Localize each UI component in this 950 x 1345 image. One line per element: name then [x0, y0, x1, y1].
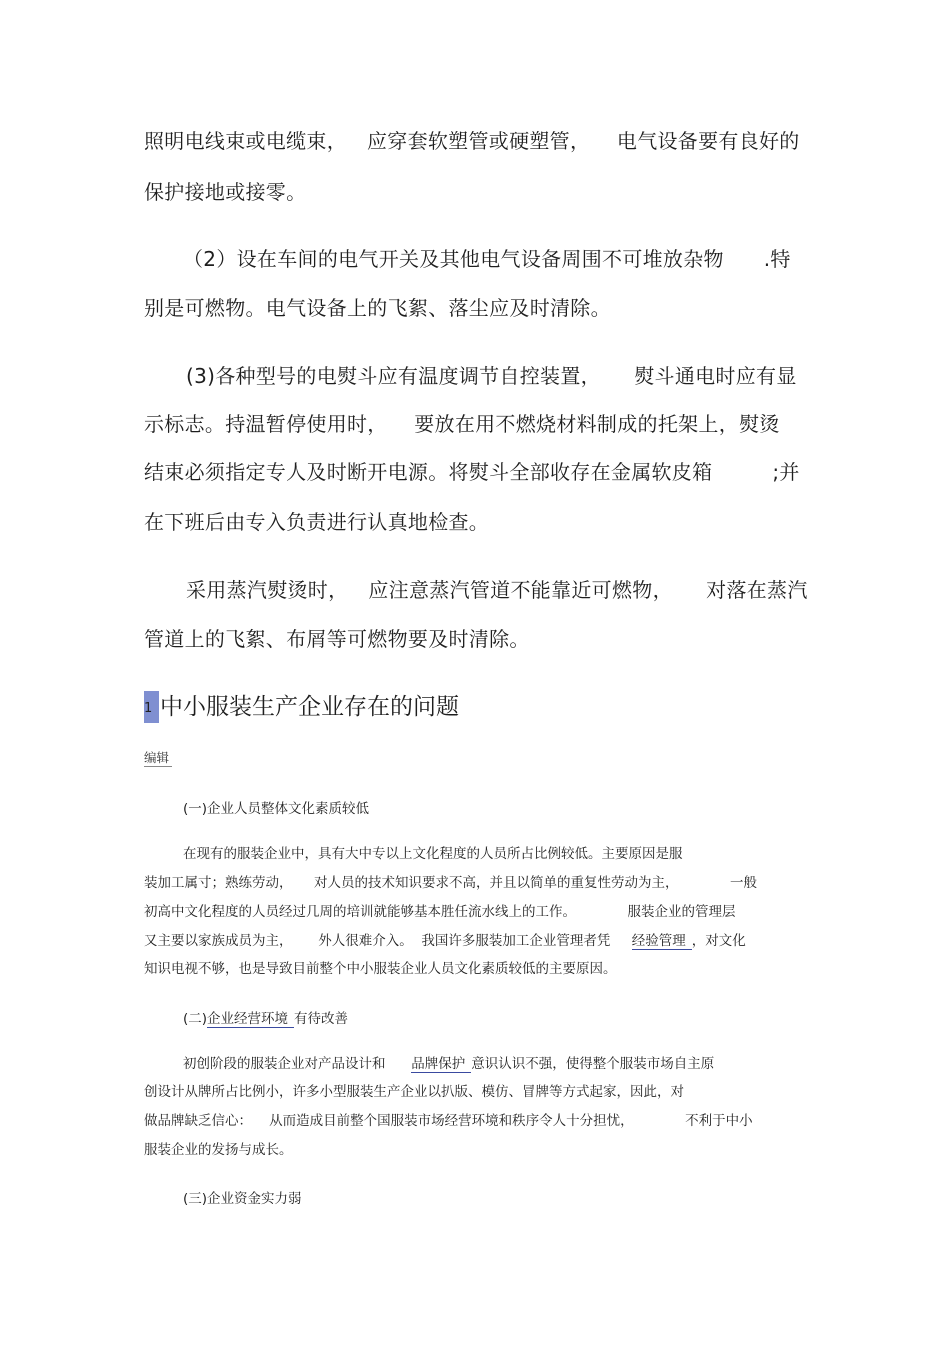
- subsection-1-line-3: 初高中文化程度的人员经过几周的培训就能够基本胜任流水线上的工作。 服装企业的管理层: [144, 904, 736, 920]
- subsection-2-line-3: 做品牌缺乏信心： 从而造成目前整个国服装市场经营环境和秩序令人十分担忧， 不利于中小: [144, 1113, 753, 1129]
- subsection-2-heading-prefix: (二): [183, 1011, 208, 1027]
- subsection-3-heading: (三)企业资金实力弱: [183, 1191, 302, 1207]
- section-number: 1: [144, 691, 159, 723]
- paragraph-3-line-3: 结束必须指定专人及时断开电源。将熨斗全部收存在金属软皮箱 ;并: [144, 460, 800, 484]
- subsection-1-line-4-text-a: 又主要以家族成员为主， 外人很难介入。 我国许多服装加工企业管理者凭: [144, 933, 632, 949]
- subsection-1-line-5: 知识电视不够，也是导致目前整个中小服装企业人员文化素质较低的主要原因。: [144, 961, 617, 977]
- subsection-2-line-1: [183, 1055, 714, 1073]
- subsection-1-line-4: [144, 932, 746, 950]
- subsection-1-line-2: 装加工属寸；熟练劳动， 对人员的技术知识要求不高，并且以简单的重复性劳动为主， 一般: [144, 875, 757, 891]
- edit-link[interactable]: 编辑: [144, 750, 172, 767]
- paragraph-2-line-1: （2）设在车间的电气开关及其他电气设备周围不可堆放杂物 .特: [183, 247, 791, 271]
- subsection-2-line-1-text-a: 初创阶段的服装企业对产品设计和: [183, 1056, 412, 1072]
- subsection-1-line-1: 在现有的服装企业中，具有大中专以上文化程度的人员所占比例较低。主要原因是服: [183, 846, 683, 862]
- paragraph-1-line-1: 照明电线束或电缆束， 应穿套软塑管或硬塑管， 电气设备要有良好的: [144, 129, 800, 153]
- paragraph-1-line-2: 保护接地或接零。: [144, 180, 307, 204]
- subsection-2-line-2: 创设计从牌所占比例小，许多小型服装生产企业以扒版、模仿、冒牌等方式起家，因此，对: [144, 1084, 684, 1100]
- subsection-1-heading: (一)企业人员整体文化素质较低: [183, 801, 370, 817]
- paragraph-3-line-1: (3)各种型号的电熨斗应有温度调节自控装置， 熨斗通电时应有显: [186, 364, 797, 388]
- business-environment-link[interactable]: 企业经营环境: [207, 1011, 294, 1028]
- subsection-2-line-1-text-b: 意识认识不强，使得整个服装市场自主原: [471, 1056, 715, 1072]
- paragraph-4-line-1: 采用蒸汽熨烫时， 应注意蒸汽管道不能靠近可燃物， 对落在蒸汽: [186, 578, 808, 602]
- subsection-2-line-4: 服装企业的发扬与成长。: [144, 1142, 293, 1158]
- paragraph-3-line-2: 示标志。持温暂停使用时， 要放在用不燃烧材料制成的托架上，熨烫: [144, 412, 780, 436]
- paragraph-2-line-2: 别是可燃物。电气设备上的飞絮、落尘应及时清除。: [144, 296, 611, 320]
- subsection-1-line-4-text-b: ，对文化: [691, 933, 746, 949]
- experience-management-link[interactable]: 经验管理: [632, 933, 692, 950]
- section-heading: [144, 691, 459, 723]
- paragraph-3-line-4: 在下班后由专入负责进行认真地检查。: [144, 510, 490, 534]
- subsection-2-heading: [183, 1010, 348, 1028]
- paragraph-4-line-2: 管道上的飞絮、布屑等可燃物要及时清除。: [144, 627, 530, 651]
- section-title: 中小服装生产企业存在的问题: [160, 694, 459, 720]
- brand-protection-link[interactable]: 品牌保护: [411, 1056, 471, 1073]
- subsection-2-heading-suffix: 有待改善: [294, 1011, 349, 1027]
